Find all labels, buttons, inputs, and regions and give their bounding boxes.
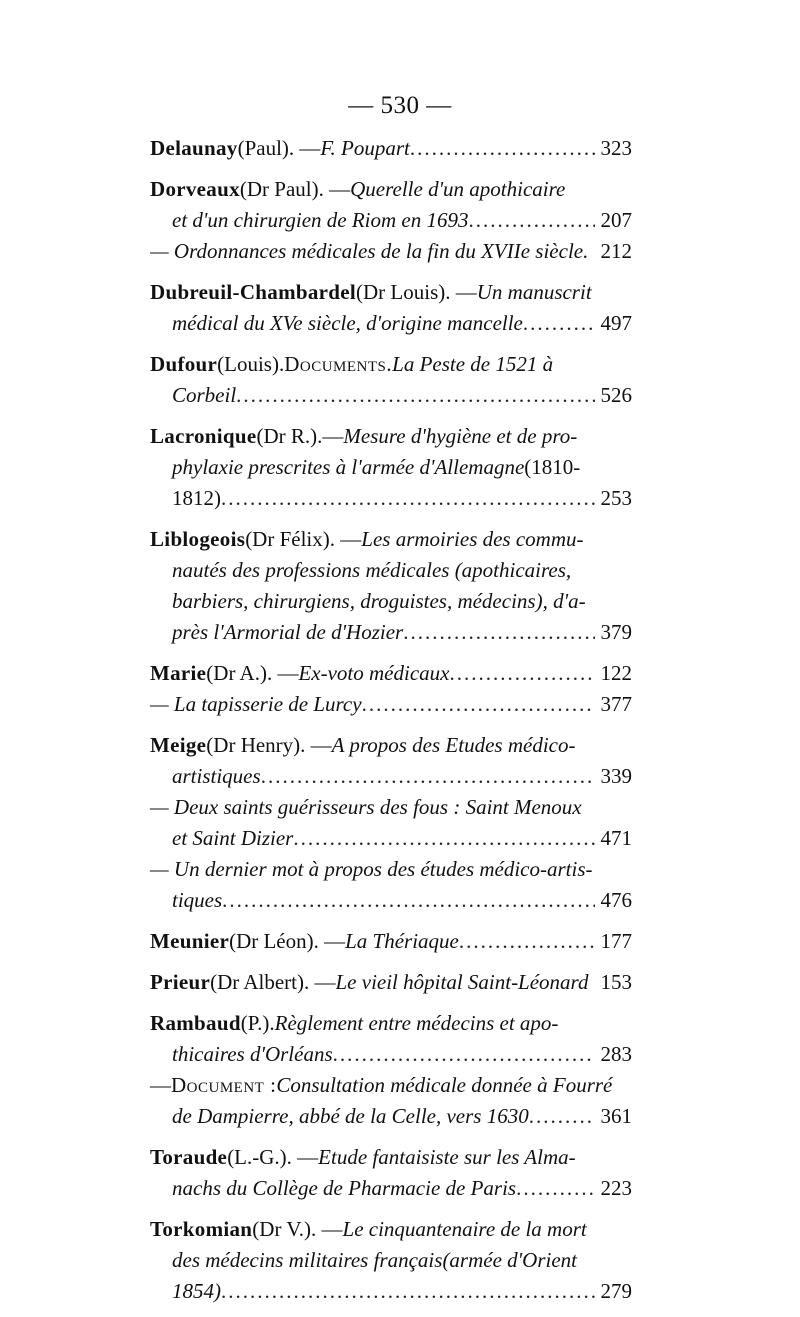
article-title-cont: phylaxie prescrites à l'armée d'Allemagne <box>172 455 525 479</box>
article-title: Etude fantaisiste sur les Alma- <box>318 1145 576 1169</box>
article-title: Querelle d'un apothicaire <box>350 177 566 201</box>
index-entry-marie <box>150 658 632 720</box>
index-entry-dorveaux <box>150 174 632 267</box>
article-title-cont: médical du XVe siècle, d'origine mancelle <box>172 311 523 335</box>
author-info: (Dr Henry). — <box>206 733 332 757</box>
author-name: Toraude <box>150 1145 228 1169</box>
author-info: (Dr Léon). — <box>229 929 346 953</box>
author-info: (L.-G.). — <box>227 1145 319 1169</box>
article-title: Règlement entre médecins et apo- <box>274 1011 559 1035</box>
leader-dots <box>362 689 595 720</box>
author-name: Prieur <box>150 970 211 994</box>
entry-line <box>150 1214 632 1245</box>
article-title: Un manuscrit <box>476 280 592 304</box>
author-info: (Dr A.). — <box>206 661 299 685</box>
entry-line <box>150 133 632 164</box>
entry-line <box>150 885 632 916</box>
page-ref: 339 <box>600 764 632 788</box>
page-ref: 476 <box>600 888 632 912</box>
page-ref: 153 <box>600 970 632 994</box>
leader-dots <box>333 1039 595 1070</box>
author-info: (Dr V.). — <box>252 1217 343 1241</box>
author-name: Dubreuil-Chambardel <box>150 280 356 304</box>
index-entry-prieur <box>150 967 632 998</box>
dash: — <box>150 1073 171 1097</box>
index-entry-dubreuil-chambardel <box>150 277 632 339</box>
entry-line <box>150 658 632 689</box>
sub-article-title-cont: de Dampierre, abbé de la Celle, vers 1630 <box>172 1104 529 1128</box>
article-title: Mesure d'hygiène et de pro- <box>343 424 578 448</box>
page-ref: 471 <box>600 826 632 850</box>
index-entry-lacronique <box>150 421 632 514</box>
sub-article-title: Consultation médicale donnée à Fourré <box>276 1073 613 1097</box>
sub-article-title: — Ordonnances médicales de la fin du XVIIe siècle. <box>150 239 589 263</box>
leader-dots <box>221 1276 595 1307</box>
entry-line <box>150 761 632 792</box>
entry-line <box>150 1173 632 1204</box>
entry-line <box>150 205 632 236</box>
author-index <box>150 133 632 1317</box>
page-ref: 497 <box>600 311 632 335</box>
entry-line <box>150 452 632 483</box>
index-entry-torkomian <box>150 1214 632 1307</box>
article-title: Le cinquantenaire de la mort <box>342 1217 587 1241</box>
entry-line <box>150 524 632 555</box>
article-title-cont: et d'un chirurgien de Riom en 1693 <box>172 208 469 232</box>
entry-line <box>150 236 632 267</box>
author-name: Delaunay <box>150 136 238 160</box>
entry-line <box>150 1101 632 1132</box>
leader-dots <box>236 380 594 411</box>
page-ref: 212 <box>600 239 632 263</box>
entry-line <box>150 555 632 586</box>
author-name: Liblogeois <box>150 527 246 551</box>
author-info: (Dr Albert). — <box>210 970 336 994</box>
article-title-cont: des médecins militaires français <box>172 1248 443 1272</box>
sub-article-title: — Un dernier mot à propos des études médico-artis- <box>150 857 593 881</box>
index-entry-meige <box>150 730 632 916</box>
author-name: Torkomian <box>150 1217 253 1241</box>
page-ref: 283 <box>600 1042 632 1066</box>
index-entry-meunier <box>150 926 632 957</box>
entry-line <box>150 730 632 761</box>
index-entry-delaunay <box>150 133 632 164</box>
page-ref: 253 <box>600 486 632 510</box>
entry-line <box>150 926 632 957</box>
author-info: (Dr Félix). — <box>245 527 362 551</box>
page-ref: 361 <box>600 1104 632 1128</box>
entry-line <box>150 380 632 411</box>
entry-line <box>150 308 632 339</box>
article-title-cont: thicaires d'Orléans <box>172 1042 333 1066</box>
leader-dots <box>221 483 595 514</box>
article-title: F. Poupart <box>320 136 410 160</box>
article-title-cont: nachs du Collège de Pharmacie de Paris <box>172 1176 517 1200</box>
entry-line <box>150 586 632 617</box>
author-info: (Dr Paul). — <box>239 177 351 201</box>
author-info: (Dr Louis). — <box>356 280 477 304</box>
entry-line <box>150 277 632 308</box>
article-title: Les armoiries des commu- <box>361 527 584 551</box>
entry-line <box>150 823 632 854</box>
author-name: Marie <box>150 661 207 685</box>
article-title-tail: (armée d'Orient <box>442 1248 577 1272</box>
article-title: Le vieil hôpital Saint-Léonard <box>335 970 589 994</box>
author-name: Rambaud <box>150 1011 241 1035</box>
article-date: (1810- <box>524 455 581 479</box>
entry-line <box>150 1008 632 1039</box>
leader-dots <box>523 308 595 339</box>
index-entry-dufour <box>150 349 632 411</box>
page-ref: 177 <box>600 929 632 953</box>
page-ref: 122 <box>600 661 632 685</box>
author-name: Dufour <box>150 352 218 376</box>
article-title-cont: nautés des professions médicales (apothicaires, <box>172 558 572 582</box>
article-title-cont: barbiers, chirurgiens, droguistes, médecins), d'a- <box>172 589 586 613</box>
leader-dots <box>469 205 595 236</box>
index-entry-rambaud <box>150 1008 632 1132</box>
article-title: Ex-voto médicaux <box>298 661 450 685</box>
entry-line <box>150 617 632 648</box>
entry-line <box>150 483 632 514</box>
leader-dots <box>222 885 594 916</box>
page-ref: 207 <box>600 208 632 232</box>
entry-line <box>150 792 632 823</box>
article-title-cont: près l'Armorial de d'Hozier <box>172 620 404 644</box>
entry-line <box>150 1070 632 1101</box>
author-name: Meunier <box>150 929 230 953</box>
author-name: Lacronique <box>150 424 257 448</box>
index-entry-liblogeois <box>150 524 632 648</box>
author-info: (Paul). — <box>237 136 321 160</box>
entry-line <box>150 349 632 380</box>
leader-dots <box>529 1101 595 1132</box>
article-title-cont: artistiques <box>172 764 261 788</box>
leader-dots <box>449 658 594 689</box>
author-info: (Louis). <box>217 352 285 376</box>
leader-dots <box>410 133 595 164</box>
page-ref: 379 <box>600 620 632 644</box>
entry-line <box>150 174 632 205</box>
entry-line <box>150 689 632 720</box>
leader-dots <box>516 1173 594 1204</box>
sub-article-title-cont: tiques <box>172 888 223 912</box>
author-info: (P.). <box>240 1011 275 1035</box>
leader-dots <box>293 823 594 854</box>
leader-dots <box>403 617 594 648</box>
entry-line <box>150 854 632 885</box>
author-info: (Dr R.).— <box>256 424 344 448</box>
sub-article-title-cont: et Saint Dizier <box>172 826 294 850</box>
page-ref: 323 <box>600 136 632 160</box>
entry-line <box>150 1039 632 1070</box>
article-title-cont: Corbeil <box>172 383 237 407</box>
article-title-cont: 1854) <box>172 1279 221 1303</box>
page-number: — 530 — <box>348 92 452 119</box>
author-name: Dorveaux <box>150 177 240 201</box>
article-title: A propos des Etudes médico- <box>331 733 576 757</box>
page-ref: 526 <box>600 383 632 407</box>
sub-article-title: — Deux saints guérisseurs des fous : Saint Menoux <box>150 795 582 819</box>
sub-article-title: — La tapisserie de Lurcy <box>150 692 362 716</box>
entry-line <box>150 1245 632 1276</box>
author-name: Meige <box>150 733 207 757</box>
entry-line <box>150 1276 632 1307</box>
article-title: La Peste de 1521 à <box>392 352 554 376</box>
article-title: La Thériaque <box>345 929 459 953</box>
index-entry-toraude <box>150 1142 632 1204</box>
entry-line <box>150 1142 632 1173</box>
page-ref: 377 <box>600 692 632 716</box>
article-date-cont: 1812) <box>172 486 221 510</box>
documents-label: Documents. <box>284 352 393 376</box>
leader-dots <box>459 926 595 957</box>
page-ref: 279 <box>600 1279 632 1303</box>
entry-line <box>150 967 632 998</box>
page-ref: 223 <box>600 1176 632 1200</box>
document-label: Document : <box>171 1073 277 1097</box>
entry-line <box>150 421 632 452</box>
leader-dots <box>261 761 595 792</box>
